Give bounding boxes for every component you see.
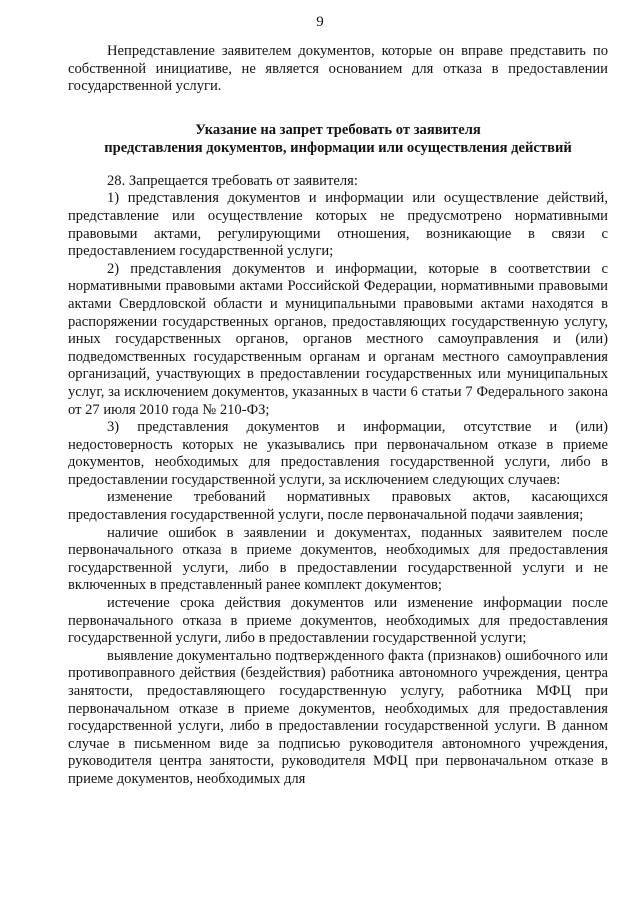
section-heading (68, 121, 608, 157)
paragraph-item-1: 1) представления документов и информации или осуществление действий, представление или осуществление которых не предусмотрено нормативными правовыми актами, регулирующими отношения, возникающие в связи с предоставлением государственной услуги; (68, 190, 608, 260)
paragraph-item-2: 2) представления документов и информации, которые в соответствии с нормативными правовыми актами Российской Федерации, нормативными правовыми актами Свердловской области и муниципальными правовыми актами находятся в распоряжении государственных органов, предоставляющих государственную услугу, иных государственных органов, органов местного самоуправления и (или) подведомственных государственным органам и органам местного самоуправления организаций, участвующих в предоставлении государственных или муниципальных услуг, за исключением документов, указанных в части 6 статьи 7 Федерального закона от 27 июля 2010 года № 210-ФЗ; (68, 260, 608, 418)
section-heading-line-2: представления документов, информации или осуществления действий (104, 139, 572, 156)
document-body (68, 43, 608, 789)
intro-paragraph: Непредставление заявителем документов, которые он вправе представить по собственной инициативе, не является основанием для отказа в предоставлении государственной услуги. (68, 43, 608, 95)
paragraph-case-expiry: истечение срока действия документов или изменение информации после первоначального отказа в приеме документов, необходимых для предоставления государственной услуги, либо в предоставлении государственной услуги; (68, 595, 608, 647)
paragraph-case-errors: наличие ошибок в заявлении и документах, поданных заявителем после первоначального отказа в приеме документов, необходимых для предоставления государственной услуги, либо в предоставлении государственной услуги и не включенных в представленный ранее комплект документов; (68, 524, 608, 594)
paragraph-item-3: 3) представления документов и информации, отсутствие и (или) недостоверность которых не указывались при первоначальном отказе в приеме документов, необходимых для предоставления государственной услуги, либо в предоставлении государственной услуги, за исключением следующих случаев: (68, 419, 608, 488)
section-heading-line-1: Указание на запрет требовать от заявителя (195, 121, 481, 138)
paragraph-case-misconduct: выявление документально подтвержденного факта (признаков) ошибочного или противоправного действия (бездействия) работника автономного учреждения, центра занятости, предоставляющего государственную услугу, работника МФЦ при первоначальном отказе в приеме документов, необходимых для предоставления государственной услуги, либо в предоставлении государственной услуги. В данном случае в письменном виде за подписью руководителя автономного учреждения, руководителя центра занятости, руководителя МФЦ при первоначальном отказе в приеме документов, необходимых для (68, 647, 608, 787)
page-number: 9 (316, 14, 324, 30)
paragraph-case-requirements-change: изменение требований нормативных правовых актов, касающихся предоставления государственной услуги, после первоначальной подачи заявления; (68, 489, 608, 524)
paragraph-clause-28: 28. Запрещается требовать от заявителя: (107, 172, 358, 189)
